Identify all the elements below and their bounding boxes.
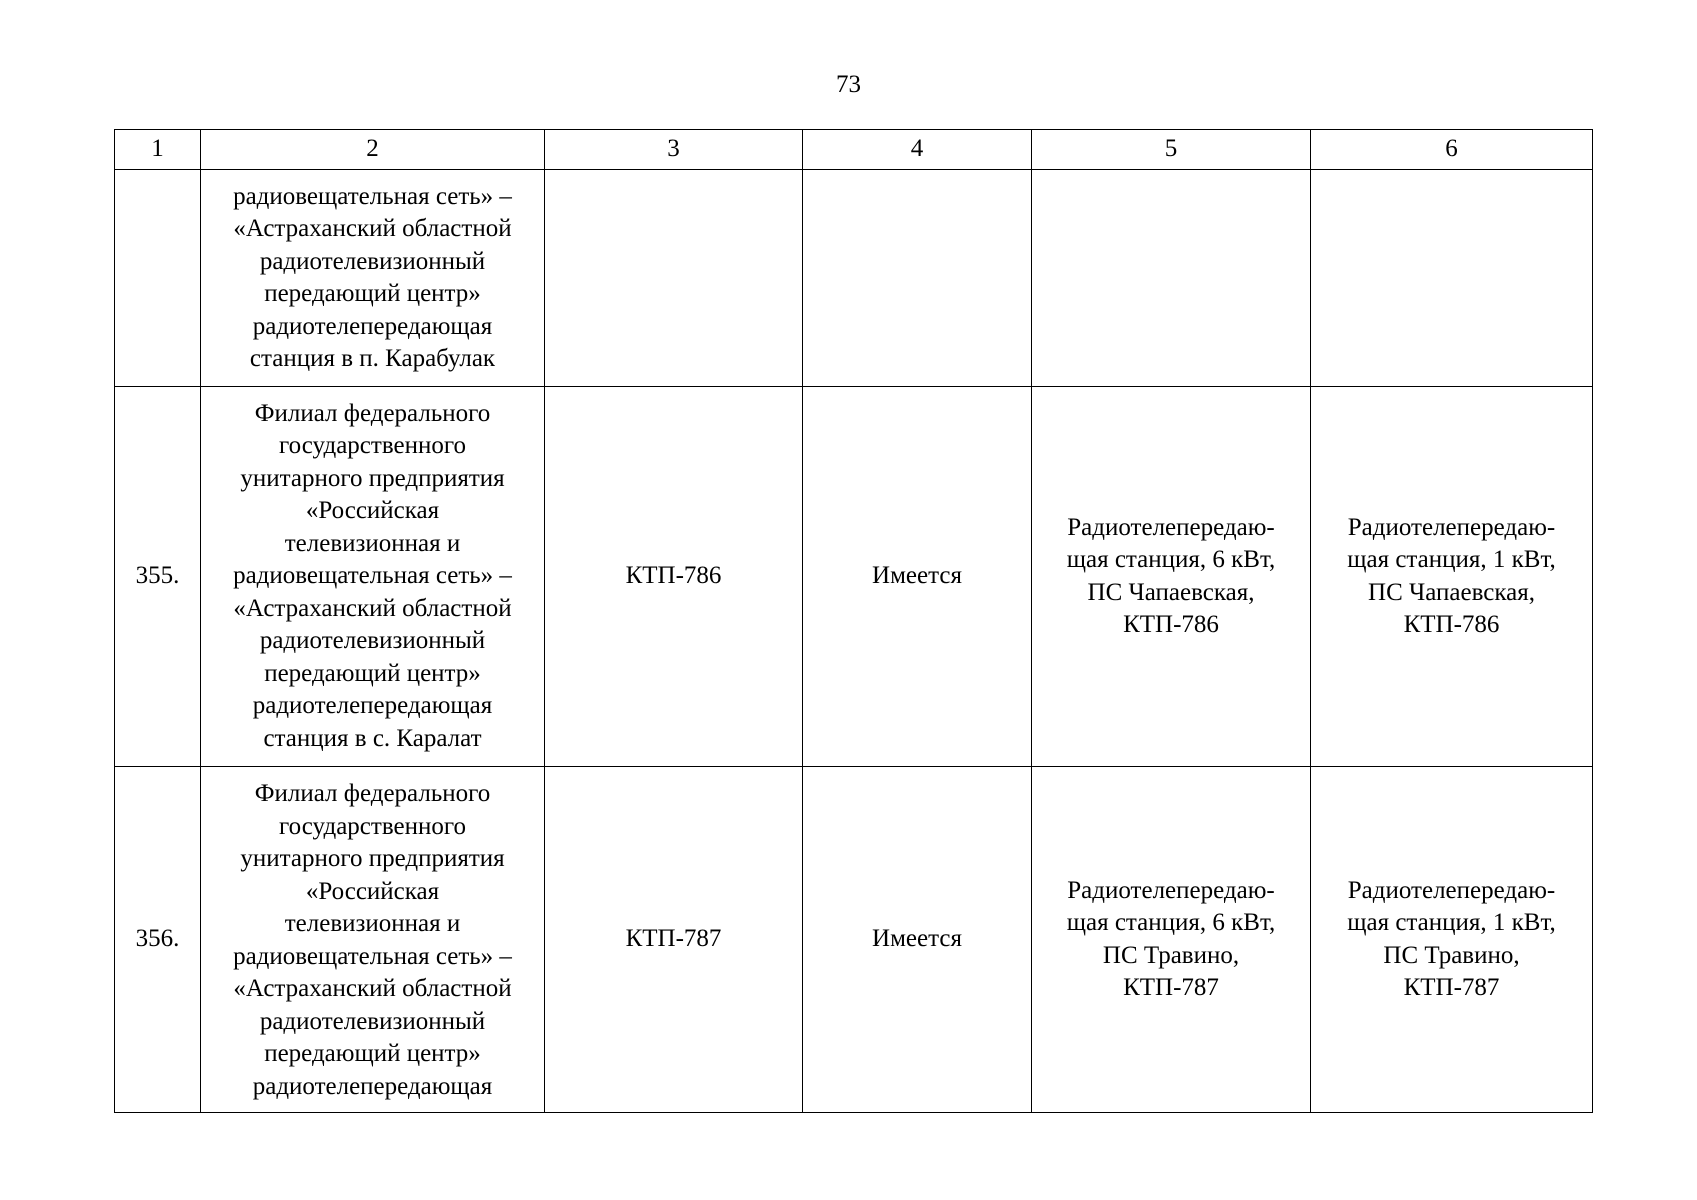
organization-name-cell: Филиал федерального государственного унитарного предприятия «Российская телевизионная и радиовещательная сеть» – «Астраханский областной радиотелевизионный передающий центр» радиотелепередающая [201,767,545,1113]
header-cell-2: 2 [201,130,545,170]
header-cell-4: 4 [803,130,1032,170]
header-cell-5: 5 [1032,130,1311,170]
object-cell: КТП-787 [545,767,803,1113]
column-6-cell: Радиотелепередаю- щая станция, 1 кВт, ПС Травино, КТП-787 [1311,767,1593,1113]
organization-name-cell: Филиал федерального государственного унитарного предприятия «Российская телевизионная и радиовещательная сеть» – «Астраханский областной радиотелевизионный передающий центр» радиотелепередающая станция в с. Каралат [201,387,545,767]
object-cell: КТП-786 [545,387,803,767]
table-row [115,767,1593,1113]
table-row [115,170,1593,387]
header-cell-6: 6 [1311,130,1593,170]
column-5-cell [1032,170,1311,387]
organization-name-cell: радиовещательная сеть» – «Астраханский областной радиотелевизионный передающий центр» радиотелепередающая станция в п. Карабулак [201,170,545,387]
table-header-row [115,130,1593,170]
column-5-cell: Радиотелепередаю- щая станция, 6 кВт, ПС Травино, КТП-787 [1032,767,1311,1113]
availability-cell [803,170,1032,387]
column-6-cell [1311,170,1593,387]
availability-cell: Имеется [803,767,1032,1113]
object-cell [545,170,803,387]
page-number: 73 [836,71,861,98]
row-number-cell: 356. [115,767,201,1113]
row-number-cell [115,170,201,387]
row-number-cell: 355. [115,387,201,767]
header-cell-1: 1 [115,130,201,170]
availability-cell: Имеется [803,387,1032,767]
header-cell-3: 3 [545,130,803,170]
table-row [115,387,1593,767]
column-6-cell: Радиотелепередаю- щая станция, 1 кВт, ПС Чапаевская, КТП-786 [1311,387,1593,767]
data-table [114,129,1593,1113]
column-5-cell: Радиотелепередаю- щая станция, 6 кВт, ПС Чапаевская, КТП-786 [1032,387,1311,767]
